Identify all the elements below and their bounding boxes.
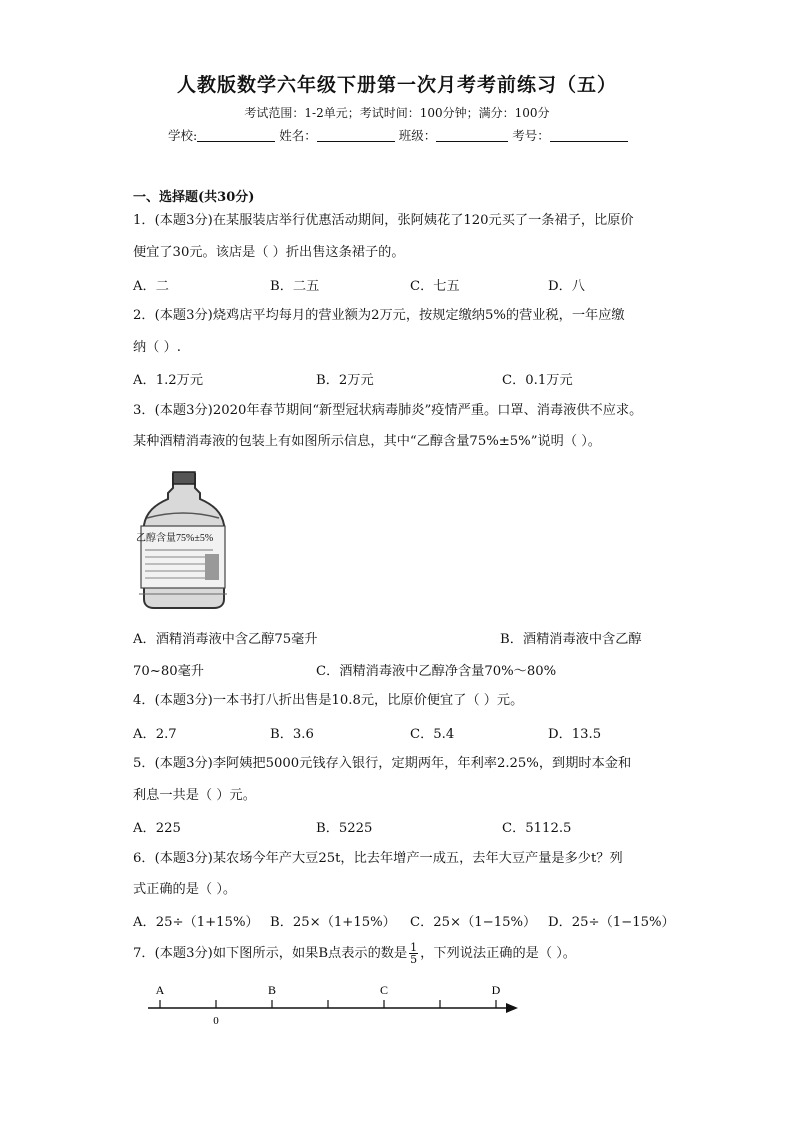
- q3-option-b[interactable]: B．酒精消毒液中含乙醇: [500, 632, 642, 647]
- name-label: 姓名：: [279, 128, 317, 143]
- exam-number-label: 考号：: [512, 128, 550, 143]
- q5-option-b[interactable]: B．5225: [316, 821, 373, 836]
- fraction-numerator: 1: [410, 941, 418, 954]
- q4-option-b[interactable]: B．3.6: [270, 727, 314, 742]
- q4-option-c[interactable]: C．5.4: [410, 727, 455, 742]
- q6-option-a[interactable]: A．25÷（1+15%）: [133, 915, 259, 930]
- fraction-denominator: 5: [410, 953, 418, 966]
- point-label-a: A: [155, 983, 165, 997]
- point-label-d: D: [491, 983, 501, 997]
- q3-text-line2: 某种酒精消毒液的包装上有如图所示信息，其中“乙醇含量75%±5%”说明（ ）。: [133, 434, 601, 449]
- q2-option-a[interactable]: A．1.2万元: [133, 373, 204, 388]
- q1-option-a[interactable]: A．二: [133, 279, 169, 294]
- zero-label: 0: [213, 1015, 219, 1027]
- q1-text-line1: 1．(本题3分)在某服装店举行优惠活动期间，张阿姨花了120元买了一条裙子，比原价: [133, 213, 634, 228]
- number-line: [140, 978, 520, 1032]
- q1-text-line2: 便宜了30元。该店是（ ）折出售这条裙子的。: [133, 245, 405, 260]
- point-label-b: B: [267, 983, 277, 997]
- exam-meta: 考试范围：1-2单元；考试时间：100分钟；满分：100分: [244, 106, 550, 120]
- section-title: 一、选择题(共30分): [133, 190, 255, 205]
- q5-text-line1: 5．(本题3分)李阿姨把5000元钱存入银行，定期两年，年利率2.25%，到期时本金和: [133, 756, 632, 771]
- q1-option-c[interactable]: C．七五: [410, 279, 460, 294]
- q2-text-line2: 纳（ ）.: [133, 340, 181, 355]
- q2-option-b[interactable]: B．2万元: [316, 373, 374, 388]
- q3-option-c[interactable]: C．酒精消毒液中乙醇净含量70%～80%: [316, 664, 557, 679]
- school-label: 学校:: [168, 128, 198, 143]
- q1-option-b[interactable]: B．二五: [270, 279, 320, 294]
- number-line-arrow: [506, 1003, 518, 1013]
- point-label-c: C: [379, 983, 389, 997]
- exam-number-blank[interactable]: [550, 129, 628, 142]
- q4-option-d[interactable]: D．13.5: [548, 727, 602, 742]
- q6-text-line1: 6．(本题3分)某农场今年产大豆25t，比去年增产一成五，去年大豆产量是多少t？列: [133, 851, 623, 866]
- q7-fraction: [409, 942, 418, 965]
- q6-text-line2: 式正确的是（ ）。: [133, 882, 237, 897]
- class-label: 班级：: [398, 128, 437, 143]
- alcohol-bottle-image: [133, 470, 233, 610]
- bottle-label-text: 乙醇含量75%±5%: [136, 533, 214, 544]
- q2-text-line1: 2．(本题3分)烧鸡店平均每月的营业额为2万元，按规定缴纳5%的营业税，一年应缴: [133, 308, 625, 323]
- q4-option-a[interactable]: A．2.7: [133, 727, 177, 742]
- q6-option-b[interactable]: B．25×（1+15%）: [270, 915, 396, 930]
- q4-text-line1: 4．(本题3分)一本书打八折出售是10.8元，比原价便宜了（ ）元。: [133, 693, 524, 708]
- q7-text-before: 7．(本题3分)如下图所示，如果B点表示的数是: [133, 946, 408, 961]
- q2-option-c[interactable]: C．0.1万元: [502, 373, 573, 388]
- q1-option-d[interactable]: D．八: [548, 279, 585, 294]
- q7-text-after: ，下列说法正确的是（ ）。: [420, 946, 576, 961]
- class-blank[interactable]: [436, 129, 508, 142]
- q3-option-a[interactable]: A．酒精消毒液中含乙醇75毫升: [133, 632, 318, 647]
- q5-option-a[interactable]: A．225: [133, 821, 181, 836]
- q7-text: [133, 942, 576, 965]
- student-info-row: [168, 126, 628, 144]
- q5-text-line2: 利息一共是（ ）元。: [133, 788, 256, 803]
- q3-text-line1: 3．(本题3分)2020年春节期间“新型冠状病毒肺炎”疫情严重。口罩、消毒液供不应求。: [133, 403, 643, 418]
- school-blank[interactable]: [197, 129, 275, 142]
- q6-option-c[interactable]: C．25×（1−15%）: [410, 915, 537, 930]
- page-title: 人教版数学六年级下册第一次月考考前练习（五）: [176, 74, 617, 96]
- q3-option-b-cont: 70~80毫升: [133, 664, 204, 679]
- number-line-ticks: [160, 1000, 496, 1008]
- q6-option-d[interactable]: D．25÷（1−15%）: [548, 915, 675, 930]
- name-blank[interactable]: [317, 129, 395, 142]
- q5-option-c[interactable]: C．5112.5: [502, 821, 572, 836]
